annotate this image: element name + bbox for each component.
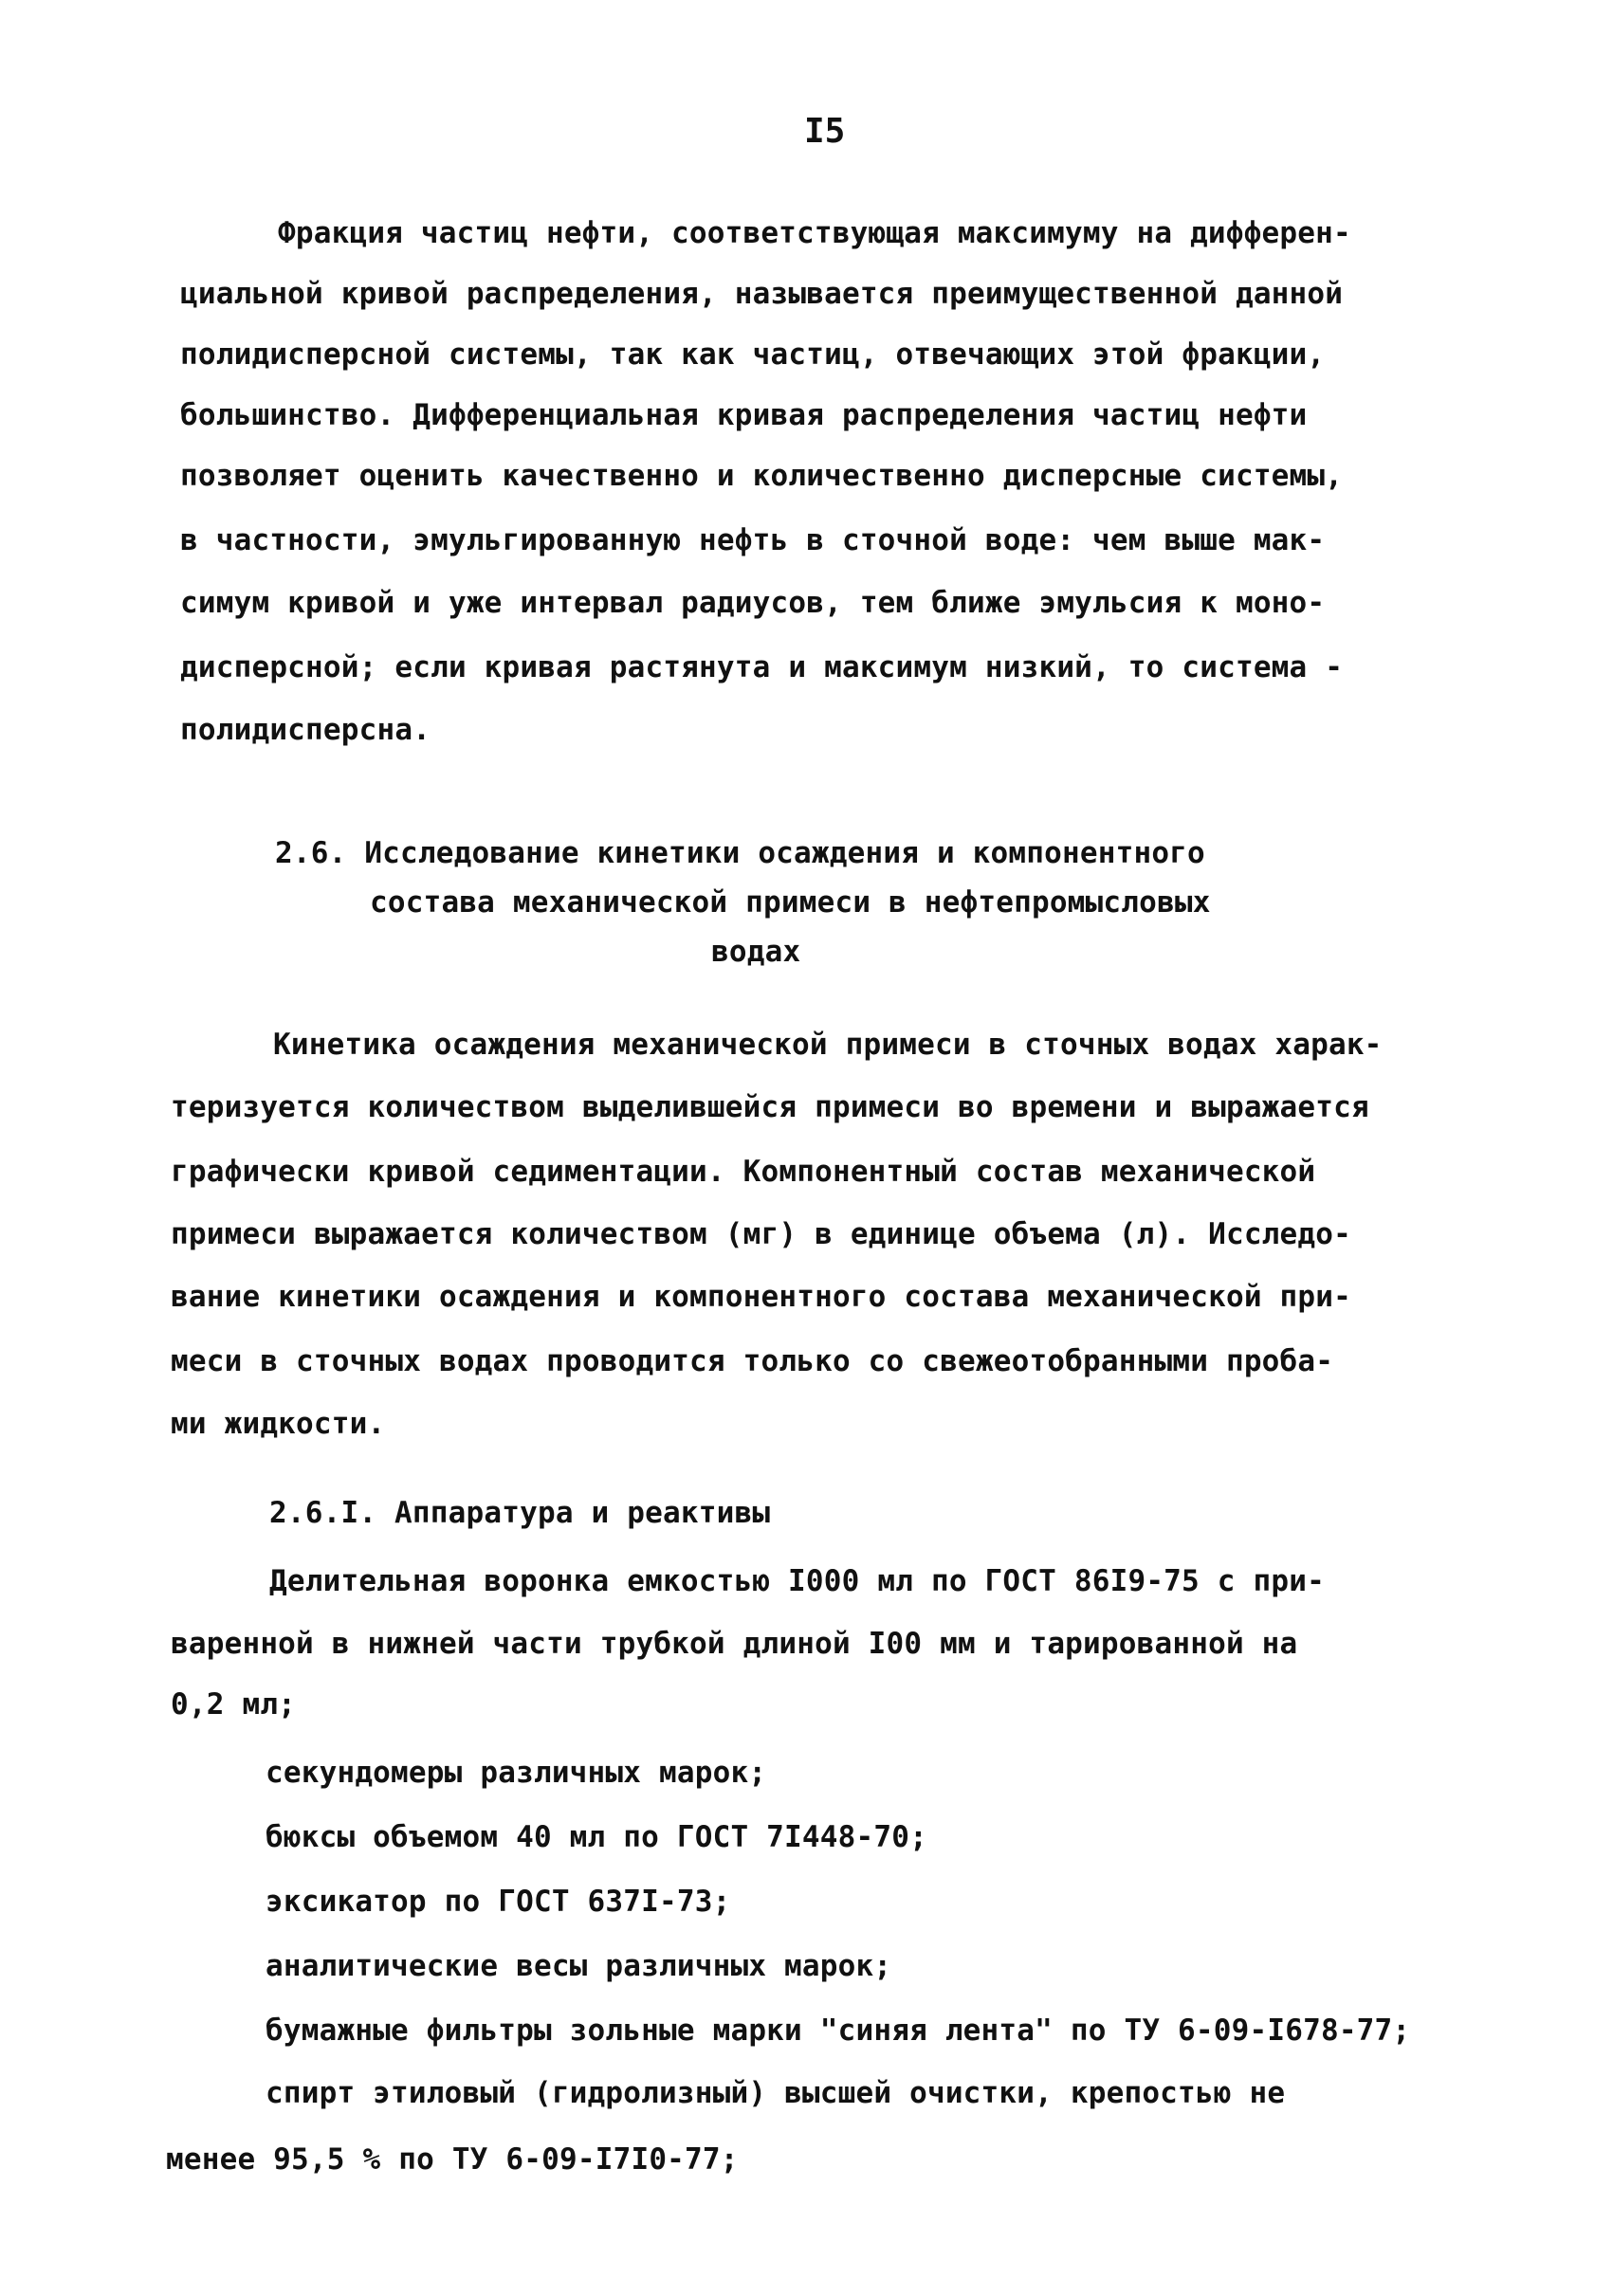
heading-line: водах <box>711 935 801 969</box>
list-item: бюксы объемом 40 мл по ГОСТ 7I448-70; <box>266 1820 927 1854</box>
text-line: позволяет оценить качественно и количественно дисперсные системы, <box>180 459 1344 493</box>
list-item: менее 95,5 % по ТУ 6-09-I7I0-77; <box>166 2142 739 2177</box>
text-line: в частности, эмульгированную нефть в сточной воде: чем выше мак- <box>180 523 1326 557</box>
heading-line: 2.6. Исследование кинетики осаждения и компонентного <box>275 836 1205 870</box>
text-line: полидисперсной системы, так как частиц, отвечающих этой фракции, <box>180 337 1326 372</box>
text-line: примеси выражается количеством (мг) в единице объема (л). Исследо- <box>171 1217 1351 1251</box>
text-line: большинство. Дифференциальная кривая распределения частиц нефти <box>180 398 1308 432</box>
text-line: полидисперсна. <box>180 713 431 747</box>
list-item: 0,2 мл; <box>171 1687 297 1722</box>
page-number: I5 <box>804 112 846 151</box>
text-line: ми жидкости. <box>171 1407 386 1441</box>
subsection-heading-2-6-1: 2.6.I. Аппаратура и реактивы <box>269 1496 771 1530</box>
list-item: секундомеры различных марок; <box>266 1756 767 1790</box>
text-line: Кинетика осаждения механической примеси в сточных водах харак- <box>273 1028 1383 1062</box>
text-line: симум кривой и уже интервал радиусов, тем ближе эмульсия к моно- <box>180 586 1326 620</box>
list-item: аналитические весы различных марок; <box>266 1949 892 1983</box>
heading-line: состава механической примеси в нефтепромысловых <box>370 885 1211 920</box>
text-line: вание кинетики осаждения и компонентного состава механической при- <box>171 1280 1351 1314</box>
text-line: Фракция частиц нефти, соответствующая максимуму на дифферен- <box>278 216 1351 250</box>
list-item: спирт этиловый (гидролизный) высшей очистки, крепостью не <box>266 2076 1286 2110</box>
text-line: графически кривой седиментации. Компонентный состав механической <box>171 1155 1316 1189</box>
text-line: меси в сточных водах проводится только со свежеотобранными проба- <box>171 1344 1334 1378</box>
list-item: варенной в нижней части трубкой длиной I00 мм и тарированной на <box>171 1627 1298 1661</box>
list-item: эксикатор по ГОСТ 637I-73; <box>266 1885 731 1919</box>
text-line: теризуется количеством выделившейся примеси во времени и выражается <box>171 1090 1369 1124</box>
text-line: циальной кривой распределения, называется преимущественной данной <box>180 277 1344 311</box>
list-item: Делительная воронка емкостью I000 мл по ГОСТ 86I9-75 с при- <box>269 1564 1325 1598</box>
list-item: бумажные фильтры зольные марки "синяя лента" по ТУ 6-09-I678-77; <box>266 2014 1411 2048</box>
text-line: дисперсной; если кривая растянута и максимум низкий, то система - <box>180 650 1344 684</box>
